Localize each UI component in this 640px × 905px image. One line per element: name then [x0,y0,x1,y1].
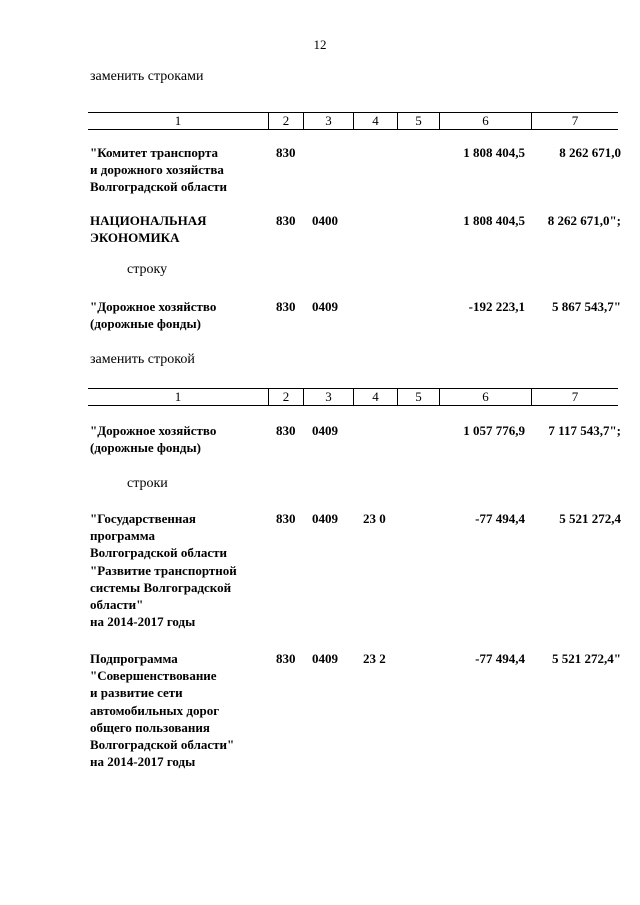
row-economy-c7: 8 262 671,0"; [547,213,621,228]
row-subprogram-c3: 0409 [312,651,338,666]
header-col-2: 2 [268,388,303,406]
header-col-3: 3 [303,112,353,130]
row-road-new-c2: 830 [276,423,296,438]
row-program-c2: 830 [276,511,296,526]
row-road-new-c3: 0409 [312,423,338,438]
table-header-2 [88,388,618,406]
row-committee-name: "Комитет транспорта и дорожного хозяйства Волгоградской области [90,145,228,195]
row-committee-c2: 830 [276,145,296,160]
header-col-1: 1 [174,389,182,404]
header-col-5: 5 [397,112,439,130]
row-road-new-name: "Дорожное хозяйство (дорожные фонды) [90,423,217,456]
row-subprogram-name: Подпрограмма "Совершенствование и развитие сети автомобильных дорог общего пользования Волгоградской области" на 2014-2017 годы [90,651,235,770]
row-subprogram-c7: 5 521 272,4" [552,651,621,666]
row-road-old-c2: 830 [276,299,296,314]
instruction-line: строку [127,262,168,277]
table-header-1 [88,112,618,130]
header-col-2: 2 [268,112,303,130]
row-committee-c7: 8 262 671,0 [559,145,621,160]
row-subprogram-c4: 23 2 [363,651,386,666]
row-subprogram-c2: 830 [276,651,296,666]
row-road-old-c6: -192 223,1 [468,299,525,314]
instruction-lines: строки [127,476,168,491]
row-program-c3: 0409 [312,511,338,526]
row-road-new-c6: 1 057 776,9 [463,423,525,438]
header-col-5: 5 [397,388,439,406]
header-col-6: 6 [439,112,531,130]
instruction-replace-with-line: заменить строкой [90,352,195,367]
header-col-7: 7 [531,388,618,406]
row-economy-c3: 0400 [312,213,338,228]
row-road-new-c7: 7 117 543,7"; [548,423,621,438]
row-program-c6: -77 494,4 [475,511,525,526]
header-col-4: 4 [353,388,397,406]
row-committee-c6: 1 808 404,5 [463,145,525,160]
row-economy-name: НАЦИОНАЛЬНАЯ ЭКОНОМИКА [90,213,207,246]
header-col-1: 1 [174,113,182,128]
row-program-c4: 23 0 [363,511,386,526]
header-col-7: 7 [531,112,618,130]
row-economy-c6: 1 808 404,5 [463,213,525,228]
row-road-old-name: "Дорожное хозяйство (дорожные фонды) [90,299,217,332]
row-economy-c2: 830 [276,213,296,228]
row-subprogram-c6: -77 494,4 [475,651,525,666]
header-col-6: 6 [439,388,531,406]
row-program-name: "Государственная программа Волгоградской области "Развитие транспортной системы Волгоградской области" на 2014-2017 годы [90,511,237,630]
instruction-replace-with-lines: заменить строками [90,69,204,84]
row-program-c7: 5 521 272,4 [559,511,621,526]
header-col-3: 3 [303,388,353,406]
row-road-old-c3: 0409 [312,299,338,314]
header-col-4: 4 [353,112,397,130]
row-road-old-c7: 5 867 543,7" [552,299,621,314]
page-number: 12 [313,37,327,52]
